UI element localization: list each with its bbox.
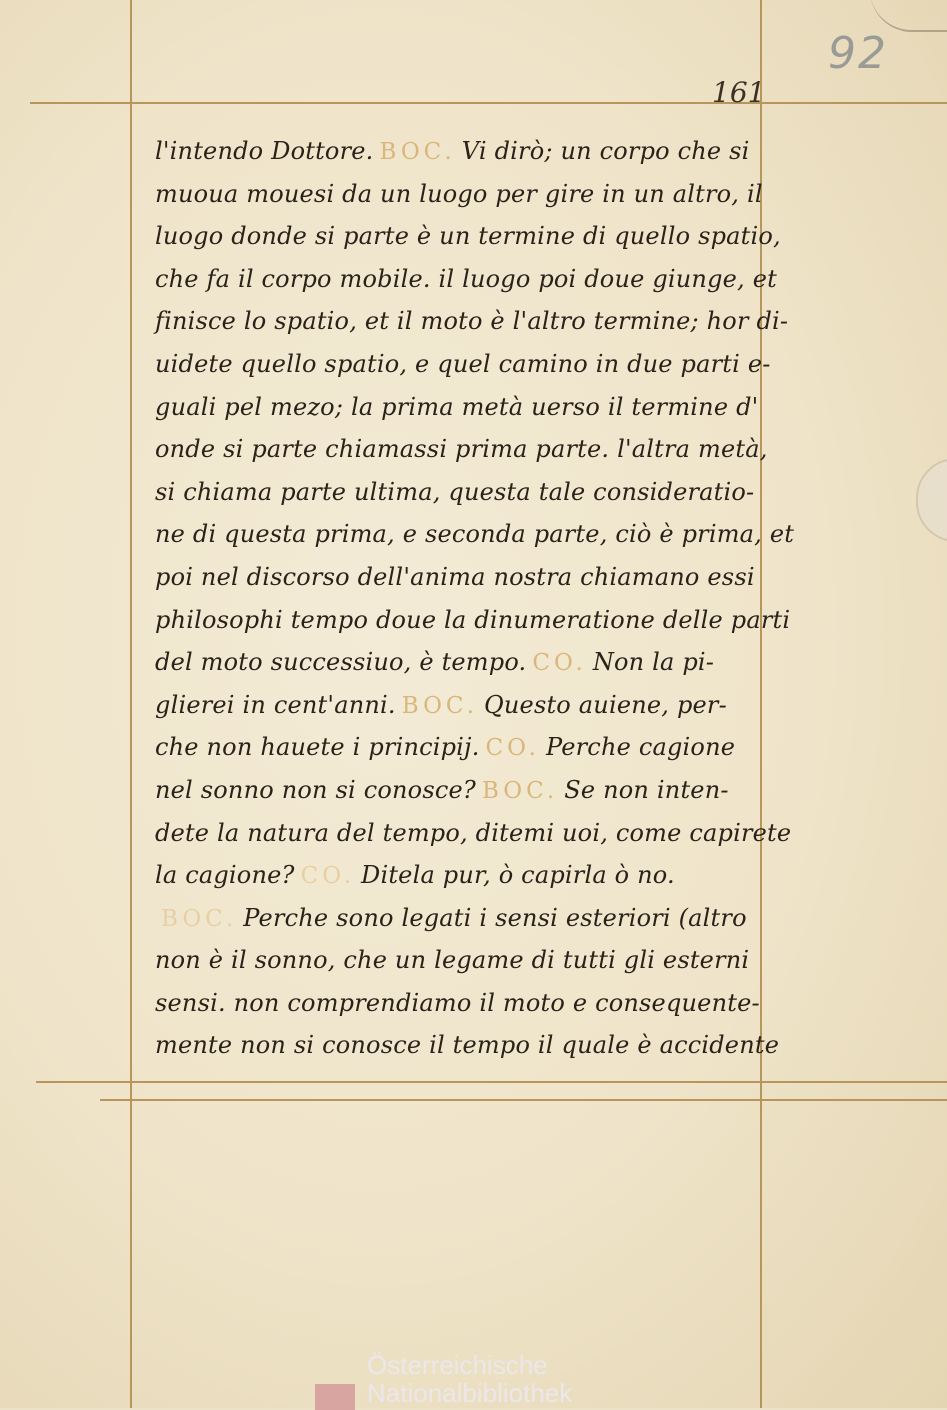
text-segment: Questo auiene, per- (484, 690, 727, 719)
speaker-rubric: CO. (485, 735, 540, 762)
text-segment: sensi. non comprendiamo il moto e consequente- (155, 988, 760, 1017)
page-number: 161 (712, 76, 766, 109)
text-segment: poi nel discorso dell'anima nostra chiamano essi (155, 562, 755, 591)
speaker-rubric: BOC. (401, 692, 479, 719)
text-segment: finisce lo spatio, et il moto è l'altro termine; hor di- (155, 307, 789, 336)
text-segment: guali pel mezo; la prima metà uerso il termine d' (155, 392, 759, 421)
text-line (155, 471, 755, 514)
text-segment: dete la natura del tempo, ditemi uoi, come capirete (155, 818, 792, 847)
right-ruling-line (760, 0, 762, 1408)
text-segment: si chiama parte ultima, questa tale consideratio- (155, 477, 755, 506)
text-line (155, 939, 755, 982)
text-segment: l'intendo Dottore. (155, 137, 374, 165)
text-segment: la cagione? (155, 861, 295, 890)
text-line (155, 854, 755, 897)
watermark-line-2: Nationalbibliothek (367, 1378, 573, 1408)
text-segment: del moto successiuo, è tempo. (155, 648, 527, 677)
watermark-line-1: Österreichische (367, 1350, 548, 1380)
text-line (155, 215, 781, 258)
top-ruling-line (30, 102, 947, 104)
text-line (155, 812, 792, 855)
pencil-folio-number: 92 (828, 28, 888, 79)
text-segment: luogo donde si parte è un termine di quello spatio, (155, 222, 781, 251)
text-line (155, 897, 755, 940)
text-line (155, 599, 791, 642)
manuscript-text-block (155, 130, 795, 1067)
text-line (155, 684, 755, 727)
text-segment: uidete quello spatio, e quel camino in due parti e- (155, 349, 771, 378)
text-segment: Vi dirò; un corpo che si (461, 137, 750, 165)
lower-ruling-line (100, 1099, 947, 1101)
text-line (155, 258, 777, 301)
text-segment: philosophi tempo doue la dinumeratione delle parti (155, 605, 791, 634)
text-line (155, 386, 759, 429)
text-line (155, 173, 763, 216)
text-line (155, 982, 760, 1025)
text-segment: Non la pi- (592, 648, 715, 677)
text-line (155, 769, 755, 812)
page-clip-mark (916, 458, 947, 542)
text-segment: mente non si conosce il tempo il quale è accidente (155, 1031, 780, 1060)
text-line (155, 556, 755, 599)
speaker-rubric: CO. (300, 863, 356, 890)
text-segment: Ditela pur, ò capirla ò no. (361, 861, 675, 890)
watermark-square (315, 1384, 355, 1410)
text-line (155, 726, 755, 769)
text-line (155, 343, 771, 386)
text-line (155, 513, 795, 556)
text-segment: ne di questa prima, e seconda parte, ciò è prima, et (155, 520, 795, 549)
speaker-rubric: CO. (532, 650, 587, 677)
text-segment: onde si parte chiamassi prima parte. l'altra metà, (155, 435, 768, 464)
text-line (155, 428, 768, 471)
speaker-rubric: BOC. (379, 139, 456, 165)
text-segment: Se non inten- (564, 775, 729, 804)
text-line (155, 641, 755, 684)
text-line (155, 1024, 780, 1067)
text-segment: che fa il corpo mobile. il luogo poi doue giunge, et (155, 264, 777, 293)
text-segment: non è il sonno, che un legame di tutti gli esterni (155, 946, 750, 975)
text-line (155, 130, 755, 173)
text-segment: Perche cagione (545, 733, 736, 762)
text-line (155, 300, 789, 343)
text-segment: che non hauete i principij. (155, 733, 480, 762)
text-segment: glierei in cent'anni. (155, 690, 396, 719)
speaker-rubric: BOC. (161, 905, 238, 932)
library-watermark (315, 1348, 635, 1408)
speaker-rubric: BOC. (481, 777, 559, 804)
text-segment: nel sonno non si conosce? (155, 775, 476, 804)
bottom-ruling-line (36, 1081, 947, 1083)
text-segment: muoua mouesi da un luogo per gire in un altro, il (155, 179, 763, 208)
left-ruling-line (130, 0, 132, 1408)
text-segment: Perche sono legati i sensi esteriori (altro (243, 903, 747, 932)
